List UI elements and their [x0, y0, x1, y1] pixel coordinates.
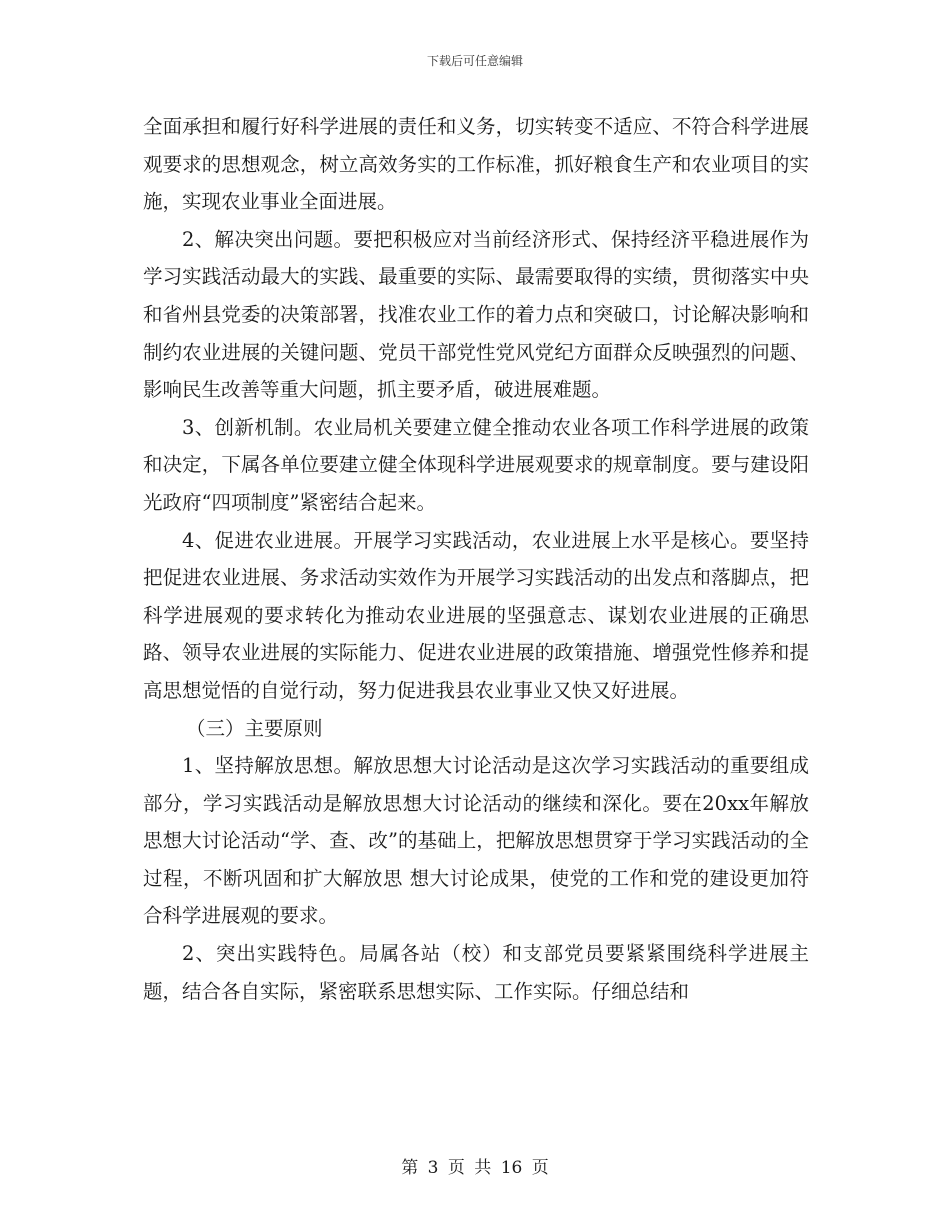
page-number-footer: 第 3 页 共 16 页: [401, 1158, 549, 1178]
paragraph-practice-features: 2、突出实践特色。局属各站（校）和支部党员要紧紧围绕科学进展主题，结合各自实际，紧密联系思想实际、工作实际。仔细总结和: [143, 942, 809, 1003]
page-header: 下载后可任意编辑: [426, 54, 523, 68]
paragraph-solve-problems: 2、解决突出问题。要把积极应对当前经济形式、保持经济平稳进展作为学习实践活动最大的实践、最重要的实际、最需要取得的实绩，贯彻落实中央和省州县党委的决策部署，找准农业工作的着力点和突破口，讨论解决影响和制约农业进展的关键问题、党员干部党性党风党纪方面群众反映强烈的问题、影响民生改善等重大问题，抓主要矛盾，破进展难题。: [143, 227, 809, 402]
paragraph-continued: 全面承担和履行好科学进展的责任和义务，切实转变不适应、不符合科学进展观要求的思想观念，树立高效务实的工作标准，抓好粮食生产和农业项目的实施，实现农业事业全面进展。: [143, 115, 809, 214]
section-heading-principles: （三）主要原则: [186, 716, 323, 740]
document-body: [143, 108, 809, 1010]
paragraph-promote-agriculture: 4、促进农业进展。开展学习实践活动，农业进展上水平是核心。要坚持把促进农业进展、务求活动实效作为开展学习实践活动的出发点和落脚点，把科学进展观的要求转化为推动农业进展的坚强意志、谋划农业进展的正确思路、领导农业进展的实际能力、促进农业进展的政策措施、增强党性修养和提高思想觉悟的自觉行动，努力促进我县农业事业又快又好进展。: [143, 528, 809, 702]
paragraph-innovate-mechanism: 3、创新机制。农业局机关要建立健全推动农业各项工作科学进展的政策和决定，下属各单位要建立健全体现科学进展观要求的规章制度。要与建设阳光政府“四项制度”紧密结合起来。: [143, 415, 809, 514]
paragraph-liberate-thought: 1、坚持解放思想。解放思想大讨论活动是这次学习实践活动的重要组成部分，学习实践活动是解放思想大讨论活动的继续和深化。要在20xx年解放思想大讨论活动“学、查、改”的基础上，把解放思想贯穿于学习实践活动的全过程，不断巩固和扩大解放思 想大讨论成果，使党的工作和党的建设更加符合科学进展观的要求。: [143, 754, 809, 928]
